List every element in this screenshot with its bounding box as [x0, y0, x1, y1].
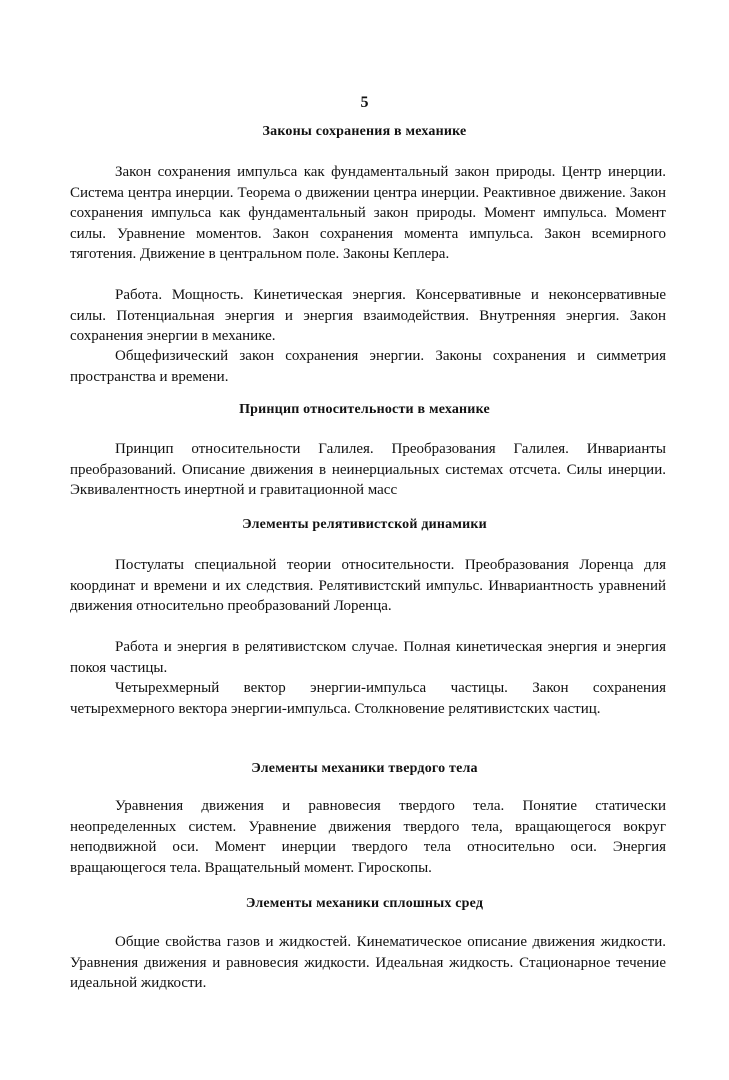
paragraph: Работа. Мощность. Кинетическая энергия. Консервативные и неконсервативные силы. Потенциальная энергия и энергия взаимодействия. Внутренняя энергия. Закон сохранения энергии в механике.: [70, 287, 666, 344]
paragraph: Общефизический закон сохранения энергии. Законы сохранения и симметрия пространства и времени.: [70, 348, 666, 385]
page-number: 5: [360, 94, 369, 111]
paragraph: Четырехмерный вектор энергии-импульса частицы. Закон сохранения четырехмерного вектора энергии-импульса. Столкновение релятивистских частиц.: [70, 680, 666, 717]
section-heading-conservation-laws: Законы сохранения в механике: [262, 124, 467, 139]
section-heading-continuum-mechanics: Элементы механики сплошных сред: [245, 896, 484, 911]
paragraph: Работа и энергия в релятивистском случае. Полная кинетическая энергия и энергия покоя частицы.: [70, 639, 666, 676]
paragraph: Общие свойства газов и жидкостей. Кинематическое описание движения жидкости. Уравнения движения и равновесия жидкости. Идеальная жидкость. Стационарное течение идеальной жидкости.: [70, 934, 666, 991]
paragraph: Закон сохранения импульса как фундаментальный закон природы. Центр инерции. Система центра инерции. Теорема о движении центра инерции. Реактивное движение. Закон сохранения импульса как фундаментальный закон природы. Момент импульса. Момент силы. Уравнение моментов. Закон сохранения момента импульса. Закон всемирного тяготения. Движение в центральном поле. Законы Кеплера.: [70, 164, 666, 262]
section-heading-relativistic-dynamics: Элементы релятивистской динамики: [242, 517, 487, 532]
section-heading-relativity-principle: Принцип относительности в механике: [239, 402, 490, 417]
paragraph: Уравнения движения и равновесия твердого тела. Понятие статически неопределенных систем. Уравнение движения твердого тела, вращающегося вокруг неподвижной оси. Момент инерции твердого тела относительно оси. Энергия вращающегося тела. Вращательный момент. Гироскопы.: [70, 798, 666, 876]
section-heading-rigid-body: Элементы механики твердого тела: [251, 761, 478, 776]
paragraph: Постулаты специальной теории относительности. Преобразования Лоренца для координат и времени и их следствия. Релятивистский импульс. Инвариантность уравнений движения относительно преобразований Лоренца.: [70, 557, 666, 614]
paragraph: Принцип относительности Галилея. Преобразования Галилея. Инварианты преобразований. Описание движения в неинерциальных системах отсчета. Силы инерции. Эквивалентность инертной и гравитационной масс: [70, 441, 666, 498]
